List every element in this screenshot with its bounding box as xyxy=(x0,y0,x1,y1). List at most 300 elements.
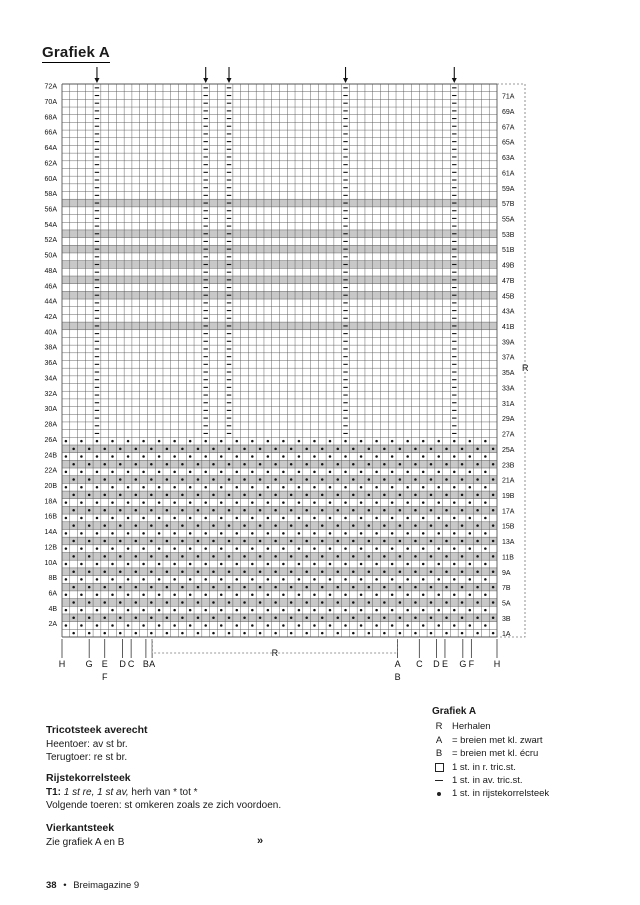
seed-stitch xyxy=(298,440,301,443)
seed-stitch xyxy=(166,509,169,512)
seed-stitch xyxy=(422,547,425,550)
seed-stitch xyxy=(181,448,184,451)
seed-stitch xyxy=(65,594,68,597)
seed-stitch xyxy=(492,570,495,573)
row-label-left: 58A xyxy=(44,191,57,199)
row-label-left: 8B xyxy=(48,575,57,583)
seed-stitch xyxy=(337,555,340,558)
seed-stitch xyxy=(492,524,495,527)
seed-stitch xyxy=(476,586,479,589)
seed-stitch xyxy=(80,440,83,443)
row-label-right: 61A xyxy=(502,170,515,178)
seed-stitch xyxy=(305,632,308,635)
seed-stitch xyxy=(290,524,293,527)
column-label: E xyxy=(441,659,448,669)
seed-stitch xyxy=(173,486,176,489)
seed-stitch xyxy=(399,540,402,543)
row-label-right: 23B xyxy=(502,462,515,470)
seed-stitch xyxy=(96,501,99,504)
seed-stitch xyxy=(80,547,83,550)
seed-stitch xyxy=(251,547,254,550)
seed-stitch xyxy=(72,601,75,604)
seed-stitch xyxy=(406,547,409,550)
row-label-left: 24B xyxy=(44,452,57,460)
seed-stitch xyxy=(88,601,91,604)
seed-stitch xyxy=(72,524,75,527)
seed-stitch xyxy=(142,501,145,504)
seed-stitch xyxy=(469,440,472,443)
seed-stitch xyxy=(212,478,215,481)
seed-stitch xyxy=(399,494,402,497)
seed-stitch xyxy=(243,494,246,497)
seed-stitch xyxy=(430,555,433,558)
arrow-down-icon xyxy=(452,78,457,83)
seed-stitch xyxy=(158,547,161,550)
seed-stitch xyxy=(150,586,153,589)
seed-stitch xyxy=(181,494,184,497)
column-label: E xyxy=(101,659,108,669)
row-label-right: 7B xyxy=(502,585,511,593)
seed-stitch xyxy=(236,455,239,458)
seed-stitch xyxy=(236,578,239,581)
seed-stitch xyxy=(259,617,262,620)
seed-stitch xyxy=(127,501,130,504)
column-label: D xyxy=(433,659,440,669)
row-label-right: 27A xyxy=(502,431,515,439)
seed-stitch xyxy=(337,494,340,497)
seed-stitch xyxy=(96,563,99,566)
seed-stitch xyxy=(189,471,192,474)
seed-stitch xyxy=(391,532,394,535)
seed-stitch xyxy=(414,601,417,604)
seed-stitch xyxy=(469,501,472,504)
seed-stitch xyxy=(352,448,355,451)
seed-stitch xyxy=(267,594,270,597)
seed-stitch xyxy=(453,624,456,627)
seed-stitch xyxy=(220,547,223,550)
seed-stitch xyxy=(337,448,340,451)
seed-stitch xyxy=(267,471,270,474)
seed-stitch xyxy=(220,578,223,581)
seed-stitch xyxy=(103,540,106,543)
seed-stitch xyxy=(166,617,169,620)
row-label-right: 33A xyxy=(502,385,515,393)
seed-stitch xyxy=(204,547,207,550)
seed-stitch xyxy=(127,532,130,535)
seed-stitch xyxy=(461,478,464,481)
seed-stitch xyxy=(181,555,184,558)
seed-stitch xyxy=(166,586,169,589)
row-label-left: 32A xyxy=(44,390,57,398)
seed-stitch xyxy=(236,471,239,474)
row-label-right: 71A xyxy=(502,93,515,101)
seed-stitch xyxy=(368,509,371,512)
seed-stitch xyxy=(368,632,371,635)
seed-stitch xyxy=(298,547,301,550)
seed-stitch xyxy=(422,486,425,489)
seed-stitch xyxy=(142,486,145,489)
row-label-right: 31A xyxy=(502,400,515,408)
row-label-left: 18A xyxy=(44,498,57,506)
seed-stitch xyxy=(414,478,417,481)
row-label-left: 38A xyxy=(44,344,57,352)
rijst-t1-text: 1 st re, 1 st av, xyxy=(63,786,129,798)
seed-stitch xyxy=(337,601,340,604)
seed-stitch xyxy=(461,570,464,573)
seed-stitch xyxy=(282,609,285,612)
seed-stitch xyxy=(150,494,153,497)
seed-stitch xyxy=(267,578,270,581)
seed-stitch xyxy=(243,524,246,527)
seed-stitch xyxy=(368,617,371,620)
seed-stitch xyxy=(360,486,363,489)
page-footer xyxy=(46,880,139,891)
seed-stitch xyxy=(111,440,114,443)
column-label: G xyxy=(459,659,467,669)
rijst-title: Rijstekorrelsteek xyxy=(46,772,131,784)
seed-stitch xyxy=(274,540,277,543)
seed-stitch xyxy=(212,494,215,497)
seed-stitch xyxy=(461,448,464,451)
seed-stitch xyxy=(236,624,239,627)
seed-stitch xyxy=(344,563,347,566)
seed-stitch xyxy=(290,617,293,620)
seed-stitch xyxy=(461,601,464,604)
seed-stitch xyxy=(375,578,378,581)
seed-stitch xyxy=(166,632,169,635)
seed-stitch xyxy=(298,532,301,535)
seed-stitch xyxy=(236,563,239,566)
seed-stitch xyxy=(236,517,239,520)
legend-key-r: R xyxy=(435,721,443,733)
seed-stitch xyxy=(422,501,425,504)
seed-stitch xyxy=(360,455,363,458)
seed-stitch xyxy=(461,540,464,543)
seed-stitch xyxy=(158,532,161,535)
seed-stitch xyxy=(259,632,262,635)
row-label-left: 50A xyxy=(44,252,57,260)
seed-stitch xyxy=(437,624,440,627)
seed-stitch xyxy=(461,494,464,497)
seed-stitch xyxy=(445,524,448,527)
seed-stitch xyxy=(119,478,122,481)
seed-stitch xyxy=(204,609,207,612)
seed-stitch xyxy=(391,455,394,458)
seed-stitch xyxy=(437,594,440,597)
seed-stitch xyxy=(267,624,270,627)
seed-stitch xyxy=(220,609,223,612)
seed-stitch xyxy=(352,540,355,543)
seed-stitch xyxy=(204,563,207,566)
seed-stitch xyxy=(313,455,316,458)
seed-stitch xyxy=(321,540,324,543)
seed-stitch xyxy=(158,517,161,520)
seed-stitch xyxy=(305,509,308,512)
seed-stitch xyxy=(251,455,254,458)
row-label-right: 1A xyxy=(502,631,511,639)
seed-stitch xyxy=(220,471,223,474)
seed-stitch xyxy=(290,509,293,512)
seed-stitch xyxy=(337,632,340,635)
seed-stitch xyxy=(321,586,324,589)
seed-stitch xyxy=(80,532,83,535)
seed-stitch xyxy=(173,563,176,566)
seed-stitch xyxy=(344,471,347,474)
vierkant-line-1: Zie grafiek A en B xyxy=(46,836,125,848)
seed-stitch xyxy=(453,594,456,597)
seed-stitch xyxy=(492,601,495,604)
seed-stitch xyxy=(228,463,231,466)
row-label-right: 49B xyxy=(502,262,515,270)
seed-stitch xyxy=(150,463,153,466)
seed-stitch xyxy=(399,555,402,558)
seed-stitch xyxy=(72,586,75,589)
seed-stitch xyxy=(127,563,130,566)
seed-stitch xyxy=(142,609,145,612)
seed-stitch xyxy=(383,601,386,604)
row-label-right: 25A xyxy=(502,446,515,454)
seed-stitch xyxy=(243,586,246,589)
seed-stitch xyxy=(298,455,301,458)
seed-stitch xyxy=(406,455,409,458)
chart-legend xyxy=(432,705,549,801)
seed-stitch xyxy=(484,624,487,627)
seed-stitch xyxy=(492,448,495,451)
seed-stitch xyxy=(228,478,231,481)
seed-stitch xyxy=(259,524,262,527)
seed-stitch xyxy=(406,609,409,612)
seed-stitch xyxy=(391,547,394,550)
row-label-right: 53B xyxy=(502,231,515,239)
seed-stitch xyxy=(282,578,285,581)
seed-stitch xyxy=(135,463,138,466)
seed-stitch xyxy=(119,448,122,451)
seed-stitch xyxy=(391,517,394,520)
seed-stitch xyxy=(430,448,433,451)
seed-stitch xyxy=(298,501,301,504)
seed-stitch xyxy=(399,509,402,512)
seed-stitch xyxy=(119,494,122,497)
seed-stitch xyxy=(181,617,184,620)
seed-stitch xyxy=(445,632,448,635)
seed-stitch xyxy=(282,471,285,474)
seed-stitch xyxy=(414,570,417,573)
row-label-left: 62A xyxy=(44,160,57,168)
seed-stitch xyxy=(204,517,207,520)
seed-stitch xyxy=(399,448,402,451)
row-label-left: 22A xyxy=(44,467,57,475)
seed-stitch xyxy=(127,547,130,550)
seed-stitch xyxy=(150,601,153,604)
seed-stitch xyxy=(313,563,316,566)
seed-stitch xyxy=(96,440,99,443)
seed-stitch xyxy=(313,578,316,581)
seed-stitch xyxy=(212,524,215,527)
seed-stitch xyxy=(72,540,75,543)
seed-stitch xyxy=(119,586,122,589)
seed-stitch xyxy=(329,455,332,458)
seed-stitch xyxy=(274,478,277,481)
row-label-right: 35A xyxy=(502,370,515,378)
seed-stitch xyxy=(360,440,363,443)
seed-stitch xyxy=(80,578,83,581)
seed-stitch xyxy=(189,532,192,535)
seed-stitch xyxy=(437,501,440,504)
seed-stitch xyxy=(375,486,378,489)
seed-stitch xyxy=(406,486,409,489)
seed-stitch xyxy=(282,501,285,504)
seed-stitch xyxy=(368,494,371,497)
seed-stitch xyxy=(282,517,285,520)
seed-stitch xyxy=(212,555,215,558)
seed-stitch xyxy=(220,486,223,489)
seed-stitch xyxy=(150,448,153,451)
seed-stitch xyxy=(476,555,479,558)
seed-stitch xyxy=(437,547,440,550)
seed-stitch xyxy=(150,632,153,635)
seed-stitch xyxy=(437,578,440,581)
row-label-left: 72A xyxy=(44,83,57,91)
seed-stitch xyxy=(329,594,332,597)
seed-stitch xyxy=(259,448,262,451)
seed-stitch xyxy=(344,440,347,443)
seed-stitch xyxy=(88,524,91,527)
seed-stitch xyxy=(88,555,91,558)
row-label-right: 43A xyxy=(502,308,515,316)
seed-stitch xyxy=(228,524,231,527)
seed-stitch xyxy=(329,547,332,550)
seed-stitch xyxy=(422,532,425,535)
seed-stitch xyxy=(414,555,417,558)
seed-stitch xyxy=(445,448,448,451)
row-label-left: 46A xyxy=(44,283,57,291)
seed-stitch xyxy=(437,532,440,535)
seed-stitch xyxy=(65,547,68,550)
seed-stitch xyxy=(204,501,207,504)
seed-stitch xyxy=(282,455,285,458)
seed-stitch xyxy=(181,586,184,589)
seed-stitch xyxy=(274,524,277,527)
seed-stitch xyxy=(492,478,495,481)
column-label: H xyxy=(493,659,501,669)
seed-stitch xyxy=(267,517,270,520)
seed-stitch xyxy=(453,547,456,550)
seed-stitch xyxy=(96,532,99,535)
seed-stitch xyxy=(243,570,246,573)
seed-stitch xyxy=(305,555,308,558)
row-label-left: 16B xyxy=(44,513,57,521)
seed-stitch xyxy=(484,594,487,597)
seed-stitch xyxy=(430,463,433,466)
seed-stitch xyxy=(445,540,448,543)
seed-stitch xyxy=(111,532,114,535)
seed-stitch xyxy=(430,524,433,527)
seed-stitch xyxy=(259,570,262,573)
seed-stitch xyxy=(414,448,417,451)
seed-stitch xyxy=(220,501,223,504)
seed-stitch xyxy=(119,570,122,573)
seed-stitch xyxy=(305,494,308,497)
seed-stitch xyxy=(368,448,371,451)
seed-stitch xyxy=(274,617,277,620)
seed-stitch xyxy=(305,478,308,481)
seed-stitch xyxy=(228,509,231,512)
seed-stitch xyxy=(119,601,122,604)
row-label-left: 42A xyxy=(44,314,57,322)
seed-stitch xyxy=(422,578,425,581)
seed-stitch xyxy=(344,578,347,581)
row-label-left: 34A xyxy=(44,375,57,383)
seed-stitch xyxy=(437,471,440,474)
seed-stitch xyxy=(469,563,472,566)
seed-stitch xyxy=(492,463,495,466)
seed-stitch xyxy=(267,609,270,612)
seed-stitch xyxy=(259,494,262,497)
seed-stitch xyxy=(142,532,145,535)
seed-stitch xyxy=(267,501,270,504)
seed-stitch xyxy=(305,463,308,466)
seed-stitch xyxy=(313,532,316,535)
seed-stitch xyxy=(437,455,440,458)
seed-stitch xyxy=(251,517,254,520)
seed-stitch xyxy=(111,624,114,627)
seed-stitch xyxy=(305,617,308,620)
seed-stitch xyxy=(181,601,184,604)
seed-stitch xyxy=(150,617,153,620)
seed-stitch xyxy=(368,524,371,527)
seed-stitch xyxy=(251,501,254,504)
seed-stitch xyxy=(476,632,479,635)
seed-stitch xyxy=(461,617,464,620)
footer-separator: • xyxy=(63,880,67,891)
dot-icon xyxy=(437,792,441,796)
seed-stitch xyxy=(150,524,153,527)
seed-stitch xyxy=(406,532,409,535)
seed-stitch xyxy=(65,517,68,520)
seed-stitch xyxy=(406,563,409,566)
seed-stitch xyxy=(375,471,378,474)
seed-stitch xyxy=(181,509,184,512)
seed-stitch xyxy=(220,440,223,443)
seed-stitch xyxy=(445,509,448,512)
seed-stitch xyxy=(329,501,332,504)
seed-stitch xyxy=(305,601,308,604)
seed-stitch xyxy=(197,540,200,543)
seed-stitch xyxy=(422,563,425,566)
seed-stitch xyxy=(181,570,184,573)
seed-stitch xyxy=(290,586,293,589)
seed-stitch xyxy=(298,578,301,581)
seed-stitch xyxy=(313,609,316,612)
seed-stitch xyxy=(344,455,347,458)
seed-stitch xyxy=(72,617,75,620)
seed-stitch xyxy=(158,563,161,566)
seed-stitch xyxy=(453,471,456,474)
seed-stitch xyxy=(422,455,425,458)
seed-stitch xyxy=(445,555,448,558)
repeat-label-right: R xyxy=(522,363,529,373)
seed-stitch xyxy=(135,540,138,543)
seed-stitch xyxy=(173,547,176,550)
seed-stitch xyxy=(173,517,176,520)
seed-stitch xyxy=(375,563,378,566)
seed-stitch xyxy=(103,509,106,512)
seed-stitch xyxy=(197,494,200,497)
seed-stitch xyxy=(344,609,347,612)
row-label-left: 12B xyxy=(44,544,57,552)
seed-stitch xyxy=(65,486,68,489)
seed-stitch xyxy=(228,570,231,573)
